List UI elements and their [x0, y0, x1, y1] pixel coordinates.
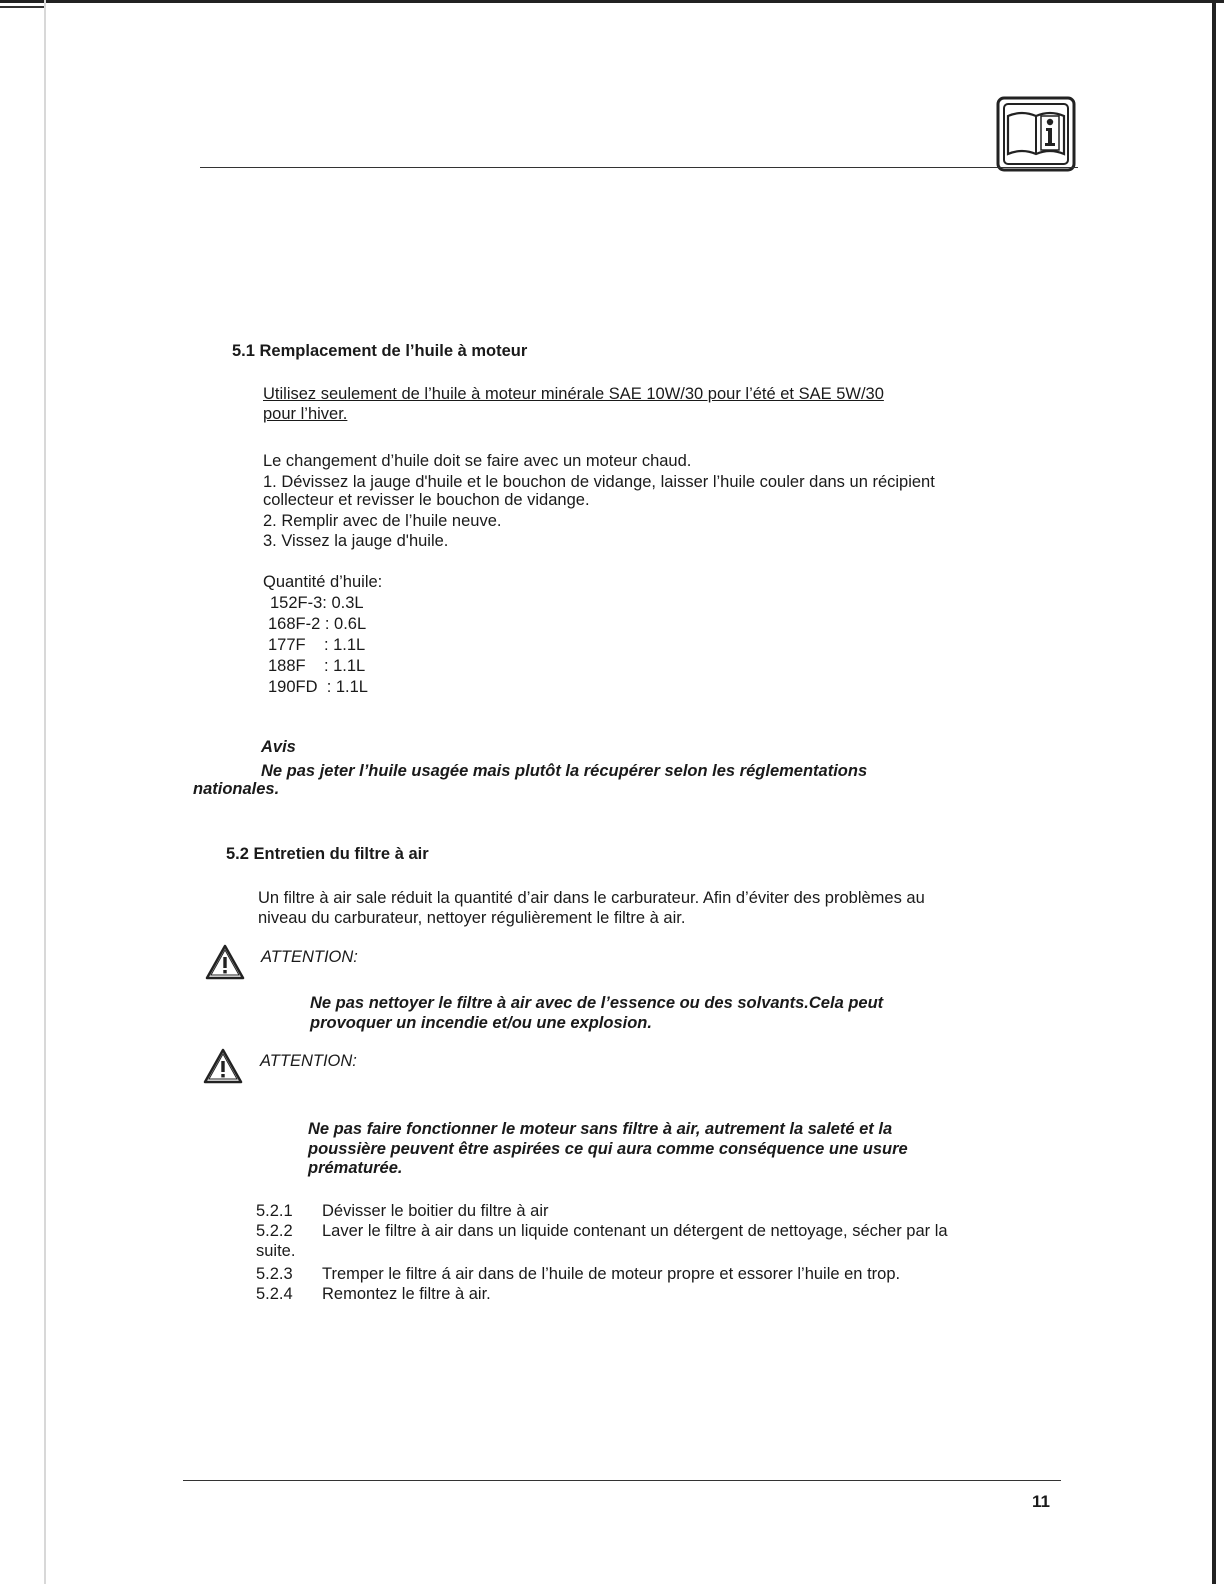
- air-filter-intro-line-2: niveau du carburateur, nettoyer régulièrement le filtre à air.: [258, 909, 686, 927]
- warning-1-text-line-2: provoquer un incendie et/ou une explosion.: [310, 1014, 652, 1032]
- step-text: Laver le filtre à air dans un liquide contenant un détergent de nettoyage, sécher par la: [322, 1222, 948, 1240]
- step-number: 5.2.4: [256, 1285, 293, 1303]
- section-title-5-2: 5.2 Entretien du filtre à air: [226, 845, 429, 863]
- step-number: 5.2.1: [256, 1202, 293, 1220]
- step-text: Dévisser le boitier du filtre à air: [322, 1202, 549, 1220]
- warning-1-label: ATTENTION:: [261, 948, 358, 966]
- oil-quantity-item: 152F-3: 0.3L: [270, 594, 364, 612]
- avis-text-line-2: nationales.: [193, 780, 280, 798]
- air-filter-step-continuation: [256, 1241, 295, 1261]
- oil-quantity-item: 168F-2 : 0.6L: [268, 615, 367, 633]
- air-filter-intro-line-1: Un filtre à air sale réduit la quantité d’air dans le carburateur. Afin d’éviter des problèmes au: [258, 889, 925, 907]
- header-rule: [200, 167, 1078, 168]
- oil-step-1-line-2: collecteur et revisser le bouchon de vidange.: [263, 491, 590, 509]
- info-book-icon: [996, 96, 1076, 172]
- warning-2-text-line-2: poussière peuvent être aspirées ce qui aura comme conséquence une usure: [308, 1140, 908, 1158]
- scan-left-edge: [44, 0, 46, 1584]
- oil-quantity-item: 190FD : 1.1L: [268, 678, 368, 696]
- step-text: suite.: [256, 1242, 296, 1260]
- scan-top-border: [0, 0, 1224, 9]
- oil-type-notice-line-1: Utilisez seulement de l’huile à moteur minérale SAE 10W/30 pour l’été et SAE 5W/30: [263, 385, 884, 403]
- step-text: Remontez le filtre à air.: [322, 1285, 491, 1303]
- avis-label: Avis: [261, 738, 296, 756]
- oil-quantity-label: Quantité d’huile:: [263, 573, 383, 591]
- step-number: 5.2.2: [256, 1222, 293, 1240]
- scan-edge-mark: [0, 6, 44, 8]
- warning-triangle-icon: [205, 944, 245, 980]
- air-filter-step: [256, 1284, 491, 1304]
- air-filter-step: [256, 1201, 549, 1221]
- footer-rule: [183, 1480, 1061, 1481]
- oil-quantity-item: 188F : 1.1L: [268, 657, 366, 675]
- oil-step-3: 3. Vissez la jauge d'huile.: [263, 532, 449, 550]
- section-title-5-1: 5.1 Remplacement de l’huile à moteur: [232, 342, 528, 360]
- oil-step-1-line-1: 1. Dévissez la jauge d'huile et le bouchon de vidange, laisser l’huile couler dans un récipient: [263, 473, 935, 491]
- warning-1-text-line-1: Ne pas nettoyer le filtre à air avec de l’essence ou des solvants.Cela peut: [310, 994, 884, 1012]
- air-filter-step: [256, 1221, 948, 1241]
- avis-text-line-1: Ne pas jeter l’huile usagée mais plutôt la récupérer selon les réglementations: [261, 762, 868, 780]
- page-number: 11: [1032, 1492, 1050, 1511]
- oil-step-2: 2. Remplir avec de l’huile neuve.: [263, 512, 502, 530]
- step-number: 5.2.3: [256, 1265, 293, 1283]
- oil-type-notice-line-2: pour l’hiver.: [263, 405, 348, 423]
- scan-right-edge: [1212, 0, 1216, 1584]
- warning-2-label: ATTENTION:: [260, 1052, 357, 1070]
- warning-2-text-line-3: prématurée.: [308, 1159, 403, 1177]
- oil-quantity-item: 177F : 1.1L: [268, 636, 366, 654]
- step-text: Tremper le filtre á air dans de l’huile de moteur propre et essorer l’huile en trop.: [322, 1265, 901, 1283]
- air-filter-step: [256, 1264, 900, 1284]
- oil-change-intro: Le changement d’huile doit se faire avec un moteur chaud.: [263, 452, 692, 470]
- warning-triangle-icon: [203, 1048, 243, 1084]
- warning-2-text-line-1: Ne pas faire fonctionner le moteur sans filtre à air, autrement la saleté et la: [308, 1120, 893, 1138]
